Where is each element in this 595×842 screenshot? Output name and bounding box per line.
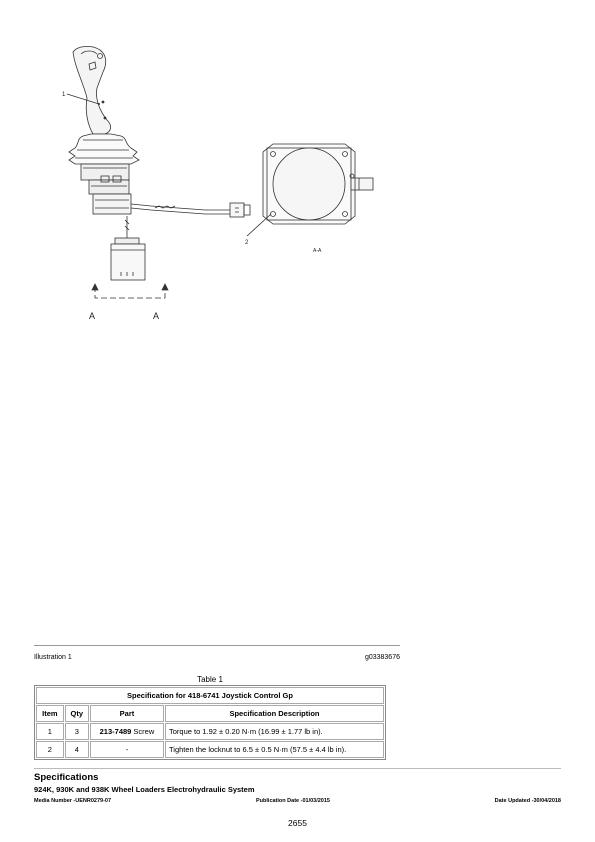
part-number: 213-7489 [99,727,132,736]
joystick-boot [69,134,139,164]
table-title: Specification for 418-6741 Joystick Control Gp [36,687,384,704]
cell-qty: 3 [65,723,89,740]
publication-date: Publication Date -01/03/2015 [256,798,330,804]
page-number: 2655 [288,818,307,828]
wiring-harness [125,203,250,238]
cell-qty: 4 [65,741,89,758]
specification-table [34,685,386,760]
date-updated: Date Updated -30/04/2018 [494,798,561,804]
illustration-label: Illustration 1 [34,654,72,661]
cell-part [90,723,164,740]
col-header-qty: Qty [65,705,89,722]
illustration-id: g03383676 [364,654,400,661]
table-row [36,741,384,758]
section-line [92,284,168,298]
cell-part [90,741,164,758]
footer-subtitle: 924K, 930K and 938K Wheel Loaders Electrohydraulic System [34,785,255,794]
section-letter-right: A [153,311,160,321]
col-header-part: Part [90,705,164,722]
footer-section: Specifications [34,772,99,783]
cell-item: 2 [36,741,64,758]
section-view [263,144,373,224]
joystick-body [81,164,131,214]
cell-description: Tighten the locknut to 6.5 ± 0.5 N·m (57.5 ± 4.4 lb in). [165,741,384,758]
callout-2-leader [247,214,271,236]
col-header-item: Item [36,705,64,722]
callout-2: 2 [245,240,249,246]
cell-description: Torque to 1.92 ± 0.20 N·m (16.99 ± 1.77 lb in). [165,723,384,740]
section-view-label: A-A [313,248,322,254]
part-name: Screw [131,727,155,736]
part-name: - [125,745,129,754]
callout-1: 1 [62,92,66,98]
lower-connector [111,238,145,280]
col-header-description: Specification Description [165,705,384,722]
media-number: Media Number -UENR0279-07 [34,798,112,804]
joystick-handle [73,46,111,134]
cell-item: 1 [36,723,64,740]
section-letter-left: A [89,311,96,321]
table-caption: Table 1 [197,675,223,684]
footer-divider [34,768,561,769]
table-row [36,723,384,740]
illustration-divider [34,645,400,646]
joystick-illustration [55,40,400,330]
